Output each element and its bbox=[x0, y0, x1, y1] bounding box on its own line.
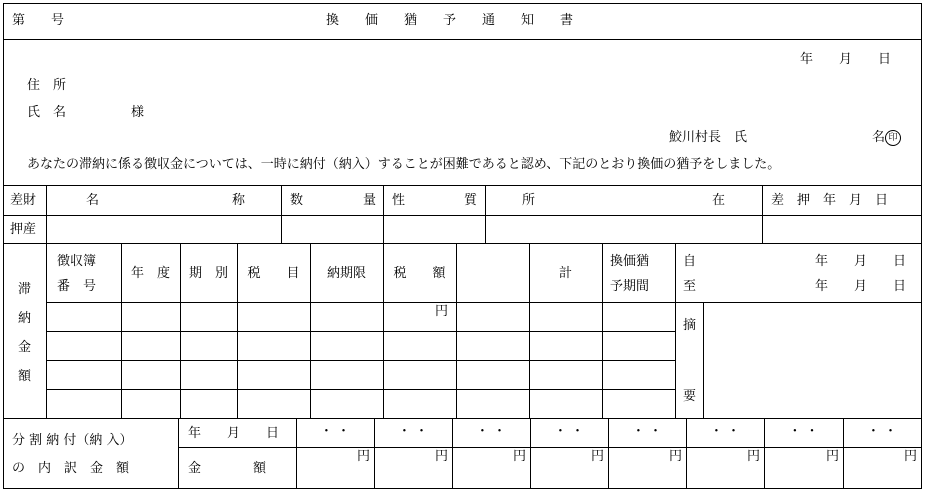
col-nature-left: 性 bbox=[392, 193, 406, 208]
border-right bbox=[921, 3, 922, 489]
arrears-header-rule bbox=[46, 302, 676, 303]
installment-yen-3: 円 bbox=[512, 449, 526, 464]
address-label: 住 所 bbox=[27, 78, 67, 93]
arrears-col-rule-9 bbox=[602, 243, 603, 419]
installment-date-6: ・ ・ bbox=[709, 424, 741, 439]
col-grace-period-top: 換価猶 bbox=[610, 254, 650, 269]
arrears-row-rule-2 bbox=[46, 360, 676, 361]
remarks-label-top: 摘 bbox=[683, 318, 697, 333]
notice-divider bbox=[3, 185, 922, 186]
seized-property-label-top: 差財 bbox=[10, 193, 37, 208]
installment-yen-8: 円 bbox=[903, 449, 917, 464]
installment-label-bottom: の 内 訳 金 額 bbox=[12, 461, 130, 476]
notice-body-text: あなたの滞納に係る徴収金については、一時に納付（納入）することが困難であると認め、下記のとおり換価の猶予をしました。 bbox=[27, 157, 781, 172]
col-quantity-left: 数 bbox=[290, 193, 304, 208]
arrears-col-rule-7 bbox=[456, 243, 457, 419]
issuer-name: 鮫川村長 氏 bbox=[669, 130, 748, 145]
installment-date-3: ・ ・ bbox=[475, 424, 507, 439]
installment-mid-rule bbox=[178, 447, 922, 448]
property-col-rule-2 bbox=[281, 185, 282, 244]
seized-property-label-bottom: 押産 bbox=[10, 222, 37, 237]
installment-yen-7: 円 bbox=[825, 449, 839, 464]
arrears-label-3: 金 bbox=[18, 340, 32, 355]
col-total: 計 bbox=[558, 266, 572, 281]
col-tax-amount: 税 額 bbox=[393, 266, 446, 281]
document-title: 換 価 猶 予 通 知 書 bbox=[326, 13, 574, 28]
remarks-top-rule bbox=[676, 302, 922, 303]
arrears-col-rule-10 bbox=[675, 243, 676, 419]
installment-yen-1: 円 bbox=[356, 449, 370, 464]
seal-name-label: 名 bbox=[872, 130, 886, 145]
installment-col-rule-0 bbox=[178, 418, 179, 489]
arrears-row-rule-1 bbox=[46, 331, 676, 332]
installment-amount-label: 金 額 bbox=[188, 461, 267, 476]
border-left bbox=[3, 3, 4, 489]
installment-label-top: 分 割 納 付（納 入） bbox=[12, 433, 133, 448]
arrears-col-rule-1 bbox=[46, 243, 47, 419]
remarks-col-rule bbox=[703, 302, 704, 419]
arrears-label-1: 滞 bbox=[18, 282, 32, 297]
col-period: 期 別 bbox=[188, 266, 228, 281]
col-property-name-right: 称 bbox=[232, 193, 246, 208]
grace-from-date: 年 月 日 bbox=[815, 254, 907, 269]
installment-date-1: ・ ・ bbox=[319, 424, 351, 439]
installment-date-8: ・ ・ bbox=[866, 424, 898, 439]
tax-amount-yen-unit: 円 bbox=[435, 304, 449, 319]
property-col-rule-4 bbox=[485, 185, 486, 244]
arrears-bottom-rule bbox=[3, 418, 922, 419]
installment-date-label: 年 月 日 bbox=[188, 426, 280, 441]
border-bottom bbox=[3, 488, 922, 489]
col-quantity-right: 量 bbox=[363, 193, 377, 208]
col-property-name-left: 名 bbox=[86, 193, 100, 208]
col-seizure-date: 差 押 年 月 日 bbox=[771, 193, 889, 208]
arrears-row-rule-3 bbox=[46, 389, 676, 390]
property-col-rule-1 bbox=[46, 185, 47, 244]
col-fiscal-year: 年 度 bbox=[130, 266, 170, 281]
col-ledger-number-top: 徴収簿 bbox=[57, 254, 97, 269]
installment-yen-6: 円 bbox=[746, 449, 760, 464]
grace-to-date: 年 月 日 bbox=[815, 279, 907, 294]
border-top bbox=[3, 3, 922, 4]
property-bottom-rule bbox=[3, 243, 922, 244]
grace-from-label: 自 bbox=[683, 254, 697, 269]
installment-date-2: ・ ・ bbox=[397, 424, 429, 439]
col-location-right: 在 bbox=[712, 193, 726, 208]
installment-yen-2: 円 bbox=[434, 449, 448, 464]
property-col-rule-3 bbox=[383, 185, 384, 244]
name-label: 氏 名 様 bbox=[27, 105, 145, 120]
col-ledger-number-bottom: 番 号 bbox=[57, 279, 97, 294]
col-location-left: 所 bbox=[522, 193, 536, 208]
installment-yen-4: 円 bbox=[590, 449, 604, 464]
seal-stamp: 印 bbox=[885, 130, 901, 146]
installment-date-5: ・ ・ bbox=[631, 424, 663, 439]
col-nature-right: 質 bbox=[464, 193, 478, 208]
issue-date: 年 月 日 bbox=[800, 52, 892, 67]
installment-yen-5: 円 bbox=[668, 449, 682, 464]
col-tax-item: 税 目 bbox=[247, 266, 300, 281]
remarks-label-bottom: 要 bbox=[683, 389, 697, 404]
grace-to-label: 至 bbox=[683, 279, 697, 294]
installment-date-4: ・ ・ bbox=[553, 424, 585, 439]
col-grace-period-bottom: 予期間 bbox=[610, 279, 650, 294]
property-mid-rule bbox=[3, 215, 922, 216]
property-col-rule-5 bbox=[762, 185, 763, 244]
arrears-label-2: 納 bbox=[18, 311, 32, 326]
title-divider bbox=[3, 39, 922, 40]
col-deadline: 納期限 bbox=[326, 266, 366, 281]
document-number-label: 第 号 bbox=[12, 13, 65, 28]
arrears-label-4: 額 bbox=[18, 369, 32, 384]
installment-date-7: ・ ・ bbox=[788, 424, 819, 439]
